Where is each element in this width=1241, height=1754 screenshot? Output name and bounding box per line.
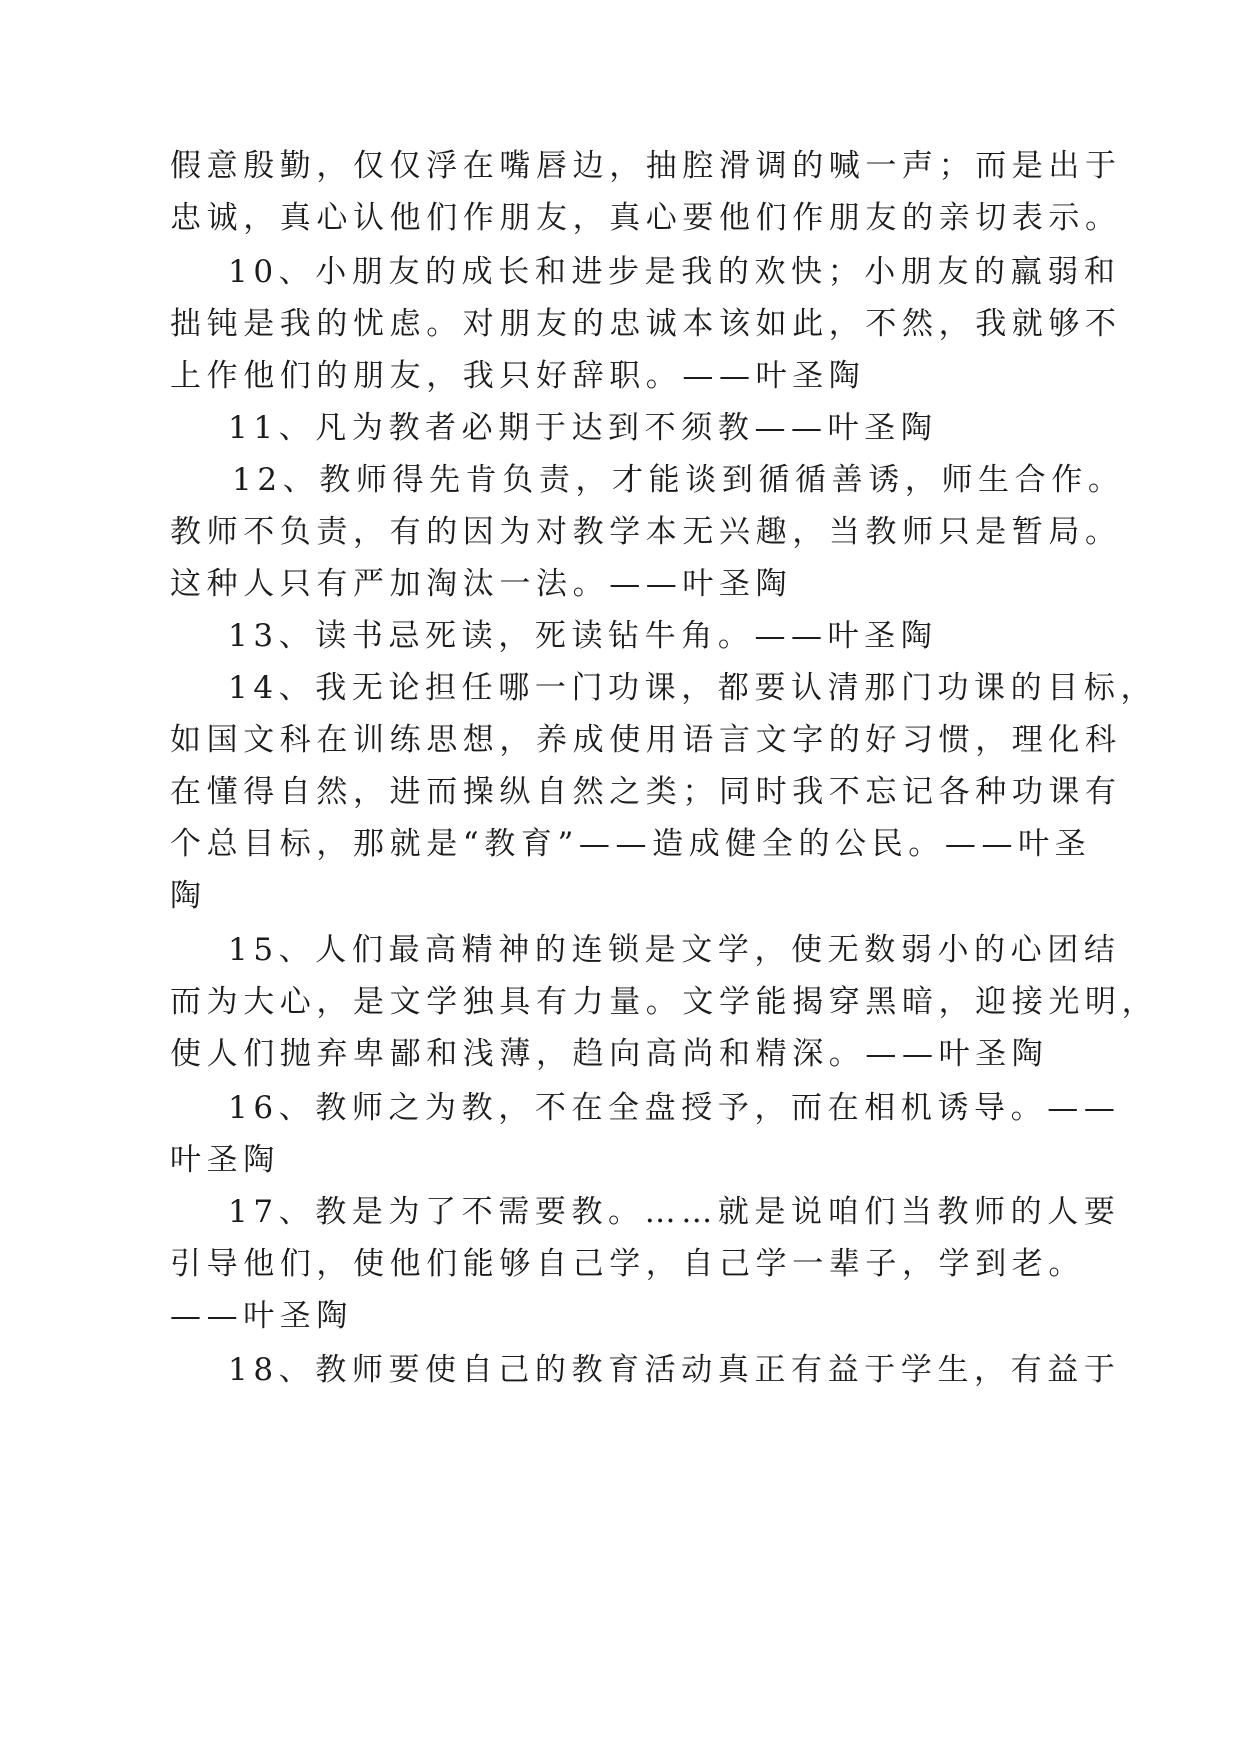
line-text: 上作他们的朋友，我只好辞职。——叶圣陶 [170,358,866,394]
line-text: 引导他们，使他们能够自己学，自己学一辈子，学到老。 [170,1246,1085,1282]
line-text: 陶 [170,878,207,914]
line-text: 10、小朋友的成长和进步是我的欢快；小朋友的羸弱和 [228,254,1121,290]
line-text: 使人们抛弃卑鄙和浅薄，趋向高尚和精深。——叶圣陶 [170,1036,1049,1072]
line-text: 18、教师要使自己的教育活动真正有益于学生，有益于 [228,1352,1121,1388]
line-text: 14、我无论担任哪一门功课，都要认清那门功课的目标， [228,670,1158,706]
line-text: 忠诚，真心认他们作朋友，真心要他们作朋友的亲切表示。 [170,200,1122,236]
line-text: 13、读书忌死读，死读钻牛角。——叶圣陶 [228,618,938,654]
line-text: 12、教师得先肯负责，才能谈到循循善诱，师生合作。 [232,462,1125,498]
line-text: 个总目标，那就是“教育”——造成健全的公民。——叶圣 [170,826,1092,862]
line-text: 16、教师之为教，不在全盘授予，而在相机诱导。—— [228,1090,1121,1126]
line-text: 假意殷勤，仅仅浮在嘴唇边，抽腔滑调的喊一声；而是出于 [170,148,1122,184]
line-text: ——叶圣陶 [170,1298,353,1334]
line-text: 17、教是为了不需要教。……就是说咱们当教师的人要 [228,1194,1121,1230]
line-text: 如国文科在训练思想，养成使用语言文字的好习惯，理化科 [170,722,1122,758]
line-text: 这种人只有严加淘汰一法。——叶圣陶 [170,566,793,602]
line-text: 在懂得自然，进而操纵自然之类；同时我不忘记各种功课有 [170,774,1122,810]
line-text: 拙钝是我的忧虑。对朋友的忠诚本该如此，不然，我就够不 [170,306,1122,342]
line-text: 教师不负责，有的因为对教学本无兴趣，当教师只是暂局。 [170,514,1122,550]
line-text: 而为大心，是文学独具有力量。文学能揭穿黑暗，迎接光明， [170,984,1159,1020]
line-text: 15、人们最高精神的连锁是文学，使无数弱小的心团结 [228,932,1121,968]
line-text: 11、凡为教者必期于达到不须教——叶圣陶 [228,410,938,446]
line-text: 叶圣陶 [170,1142,280,1178]
